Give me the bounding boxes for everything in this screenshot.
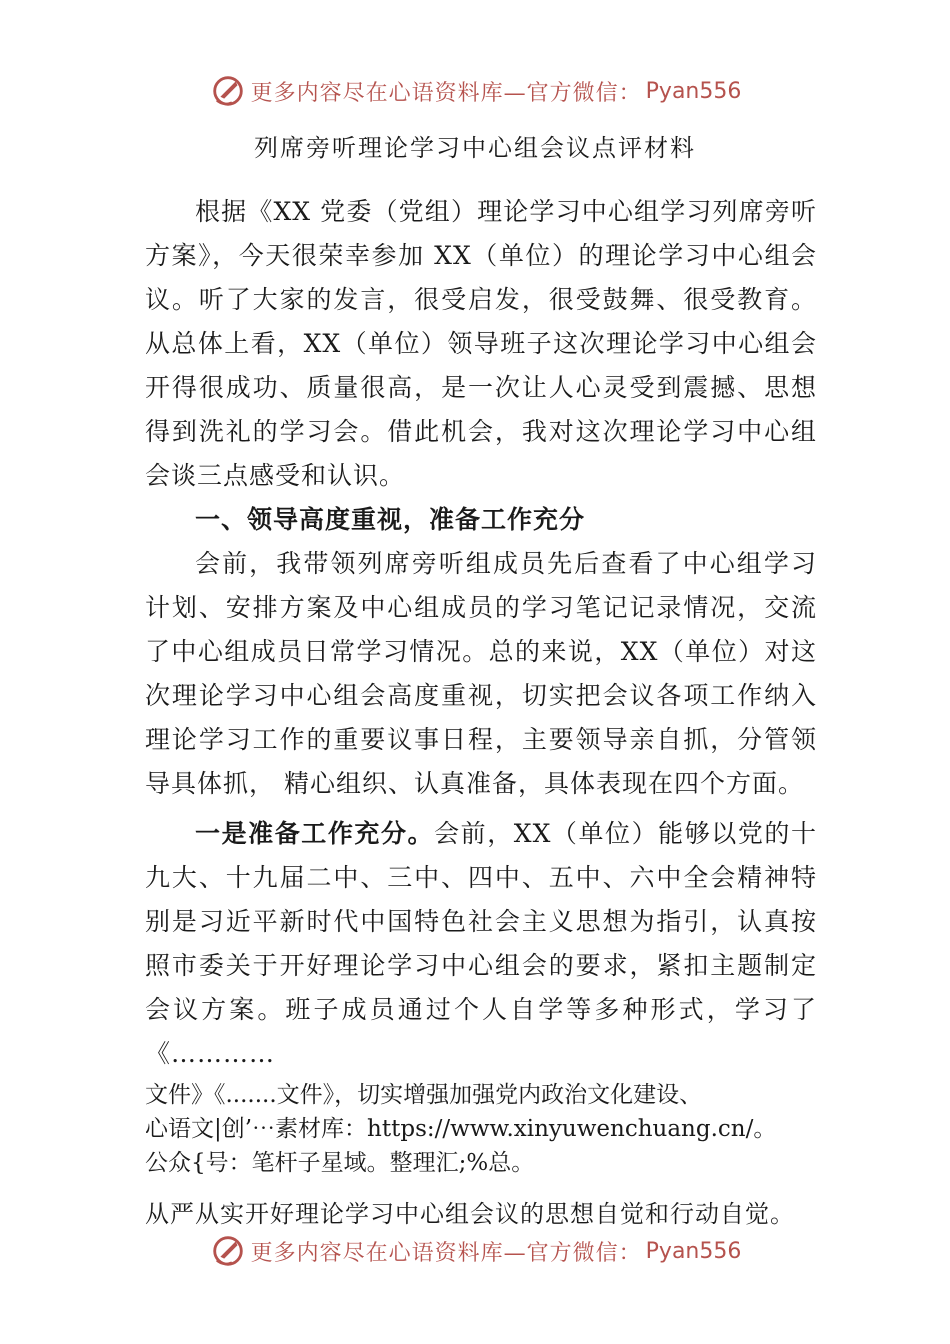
point-1-lead: 一是准备工作充分。 [195, 819, 435, 848]
brand-logo-icon [209, 1232, 247, 1270]
inserted-line-b: 心语文|创’⋯素材库：https://www.xinyuwenchuang.cn/。 [145, 1116, 777, 1142]
document-body [145, 190, 817, 1236]
inserted-line-c: 公众{号：笔杆子星域。整理汇;%总。 [145, 1150, 535, 1176]
point-1-text: 会前，XX（单位）能够以党的十九大、十九届二中、三中、四中、五中、六中全会精神特别是习近平新时代中国特色社会主义思想为指引，认真按照市委关于开好理论学习中心组会的要求，紧扣主题制定会议方案。班子成员通过个人自学等多种形式，学习了《………… [145, 819, 817, 1068]
watermark-wechat-id: Pyan556 [645, 78, 742, 104]
watermark-text: 更多内容尽在心语资料库—官方微信： [250, 80, 642, 106]
closing-line: 从严从实开好理论学习中心组会议的思想自觉和行动自觉。 [145, 1200, 795, 1228]
footer-watermark [0, 1232, 950, 1270]
document-title: 列席旁听理论学习中心组会议点评材料 [254, 134, 696, 162]
header-watermark [0, 72, 950, 110]
point-1-paragraph [145, 812, 817, 1076]
watermark-wechat-id: Pyan556 [645, 1238, 742, 1264]
watermark-text: 更多内容尽在心语资料库—官方微信： [250, 1240, 642, 1266]
section-heading-1: 一、领导高度重视，准备工作充分 [195, 505, 586, 534]
section-1-paragraph: 会前，我带领列席旁听组成员先后查看了中心组学习计划、安排方案及中心组成员的学习笔记记录情况，交流了中心组成员日常学习情况。总的来说，XX（单位）对这次理论学习中心组会高度重视，切实把会议各项工作纳入理论学习工作的重要议事日程，主要领导亲自抓，分管领导具体抓， 精心组织、认真准备，具体表现在四个方面。 [145, 549, 817, 798]
brand-logo-icon [209, 72, 247, 110]
intro-paragraph: 根据《XX 党委（党组）理论学习中心组学习列席旁听方案》，今天很荣幸参加 XX（单位）的理论学习中心组会议。听了大家的发言，很受启发，很受鼓舞、很受教育。从总体上看，XX（单位）领导班子这次理论学习中心组会开得很成功、质量很高，是一次让人心灵受到震撼、思想得到洗礼的学习会。借此机会，我对这次理论学习中心组会谈三点感受和认识。 [145, 197, 817, 490]
inserted-line-a: 文件》《.......文件》，切实增强加强党内政治文化建设、 [145, 1082, 703, 1108]
